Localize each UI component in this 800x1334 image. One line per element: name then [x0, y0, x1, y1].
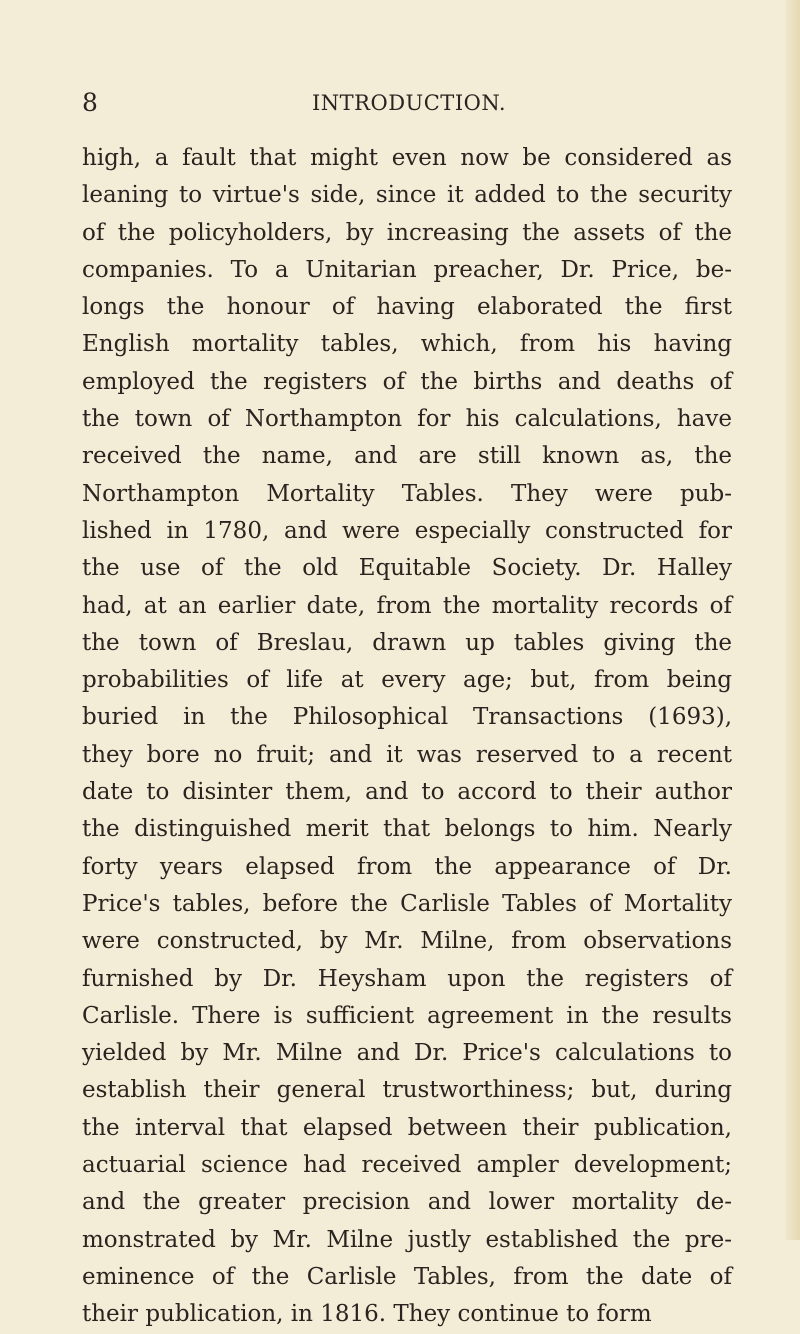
- text-line: companies. To a Unitarian preacher, Dr. Price, be-: [82, 256, 732, 283]
- page-number: 8: [82, 88, 98, 117]
- running-head: [82, 88, 742, 122]
- text-line: received the name, and are still known as, the: [82, 443, 732, 470]
- text-line: longs the honour of having elaborated the first: [82, 294, 732, 321]
- text-line: the interval that elapsed between their publication,: [82, 1114, 732, 1141]
- text-line: the town of Breslau, drawn up tables giving the: [82, 629, 732, 656]
- text-line: employed the registers of the births and deaths of: [82, 368, 732, 395]
- text-line: forty years elapsed from the appearance of Dr.: [82, 853, 732, 880]
- running-title: INTRODUCTION.: [312, 91, 507, 115]
- text-line: establish their general trustworthiness; but, during: [82, 1077, 732, 1104]
- page-edge: [786, 0, 800, 1240]
- text-line: the distinguished merit that belongs to him. Nearly: [82, 816, 732, 843]
- text-line: high, a fault that might even now be considered as: [82, 145, 732, 171]
- text-line: probabilities of life at every age; but, from being: [82, 667, 732, 694]
- text-line: had, at an earlier date, from the mortality records of: [82, 592, 732, 619]
- text-line: Carlisle. There is sufficient agreement in the results: [82, 1002, 732, 1029]
- text-line: their publication, in 1816. They continue to form: [82, 1301, 652, 1328]
- text-line: monstrated by Mr. Milne justly established the pre-: [82, 1226, 732, 1253]
- text-line: actuarial science had received ampler development;: [82, 1152, 732, 1179]
- text-line: the town of Northampton for his calculations, have: [82, 406, 732, 433]
- text-line: and the greater precision and lower mortality de-: [82, 1189, 732, 1216]
- text-line: furnished by Dr. Heysham upon the registers of: [82, 965, 732, 992]
- text-line: the use of the old Equitable Society. Dr. Halley: [82, 555, 732, 582]
- text-line: Northampton Mortality Tables. They were pub-: [82, 480, 732, 507]
- text-line: of the policyholders, by increasing the assets of the: [82, 219, 732, 246]
- text-line: buried in the Philosophical Transactions (1693),: [82, 704, 732, 731]
- text-line: English mortality tables, which, from his having: [82, 331, 732, 358]
- text-line: Price's tables, before the Carlisle Tables of Mortality: [82, 890, 732, 917]
- text-line: yielded by Mr. Milne and Dr. Price's calculations to: [82, 1040, 732, 1067]
- body-text: [82, 140, 732, 1334]
- text-line: they bore no fruit; and it was reserved to a recent: [82, 741, 732, 768]
- text-line: lished in 1780, and were especially constructed for: [82, 517, 732, 544]
- text-line: date to disinter them, and to accord to their author: [82, 779, 732, 806]
- text-line: eminence of the Carlisle Tables, from the date of: [82, 1263, 732, 1290]
- text-line: were constructed, by Mr. Milne, from observations: [82, 928, 732, 955]
- text-line: leaning to virtue's side, since it added to the security: [82, 182, 732, 209]
